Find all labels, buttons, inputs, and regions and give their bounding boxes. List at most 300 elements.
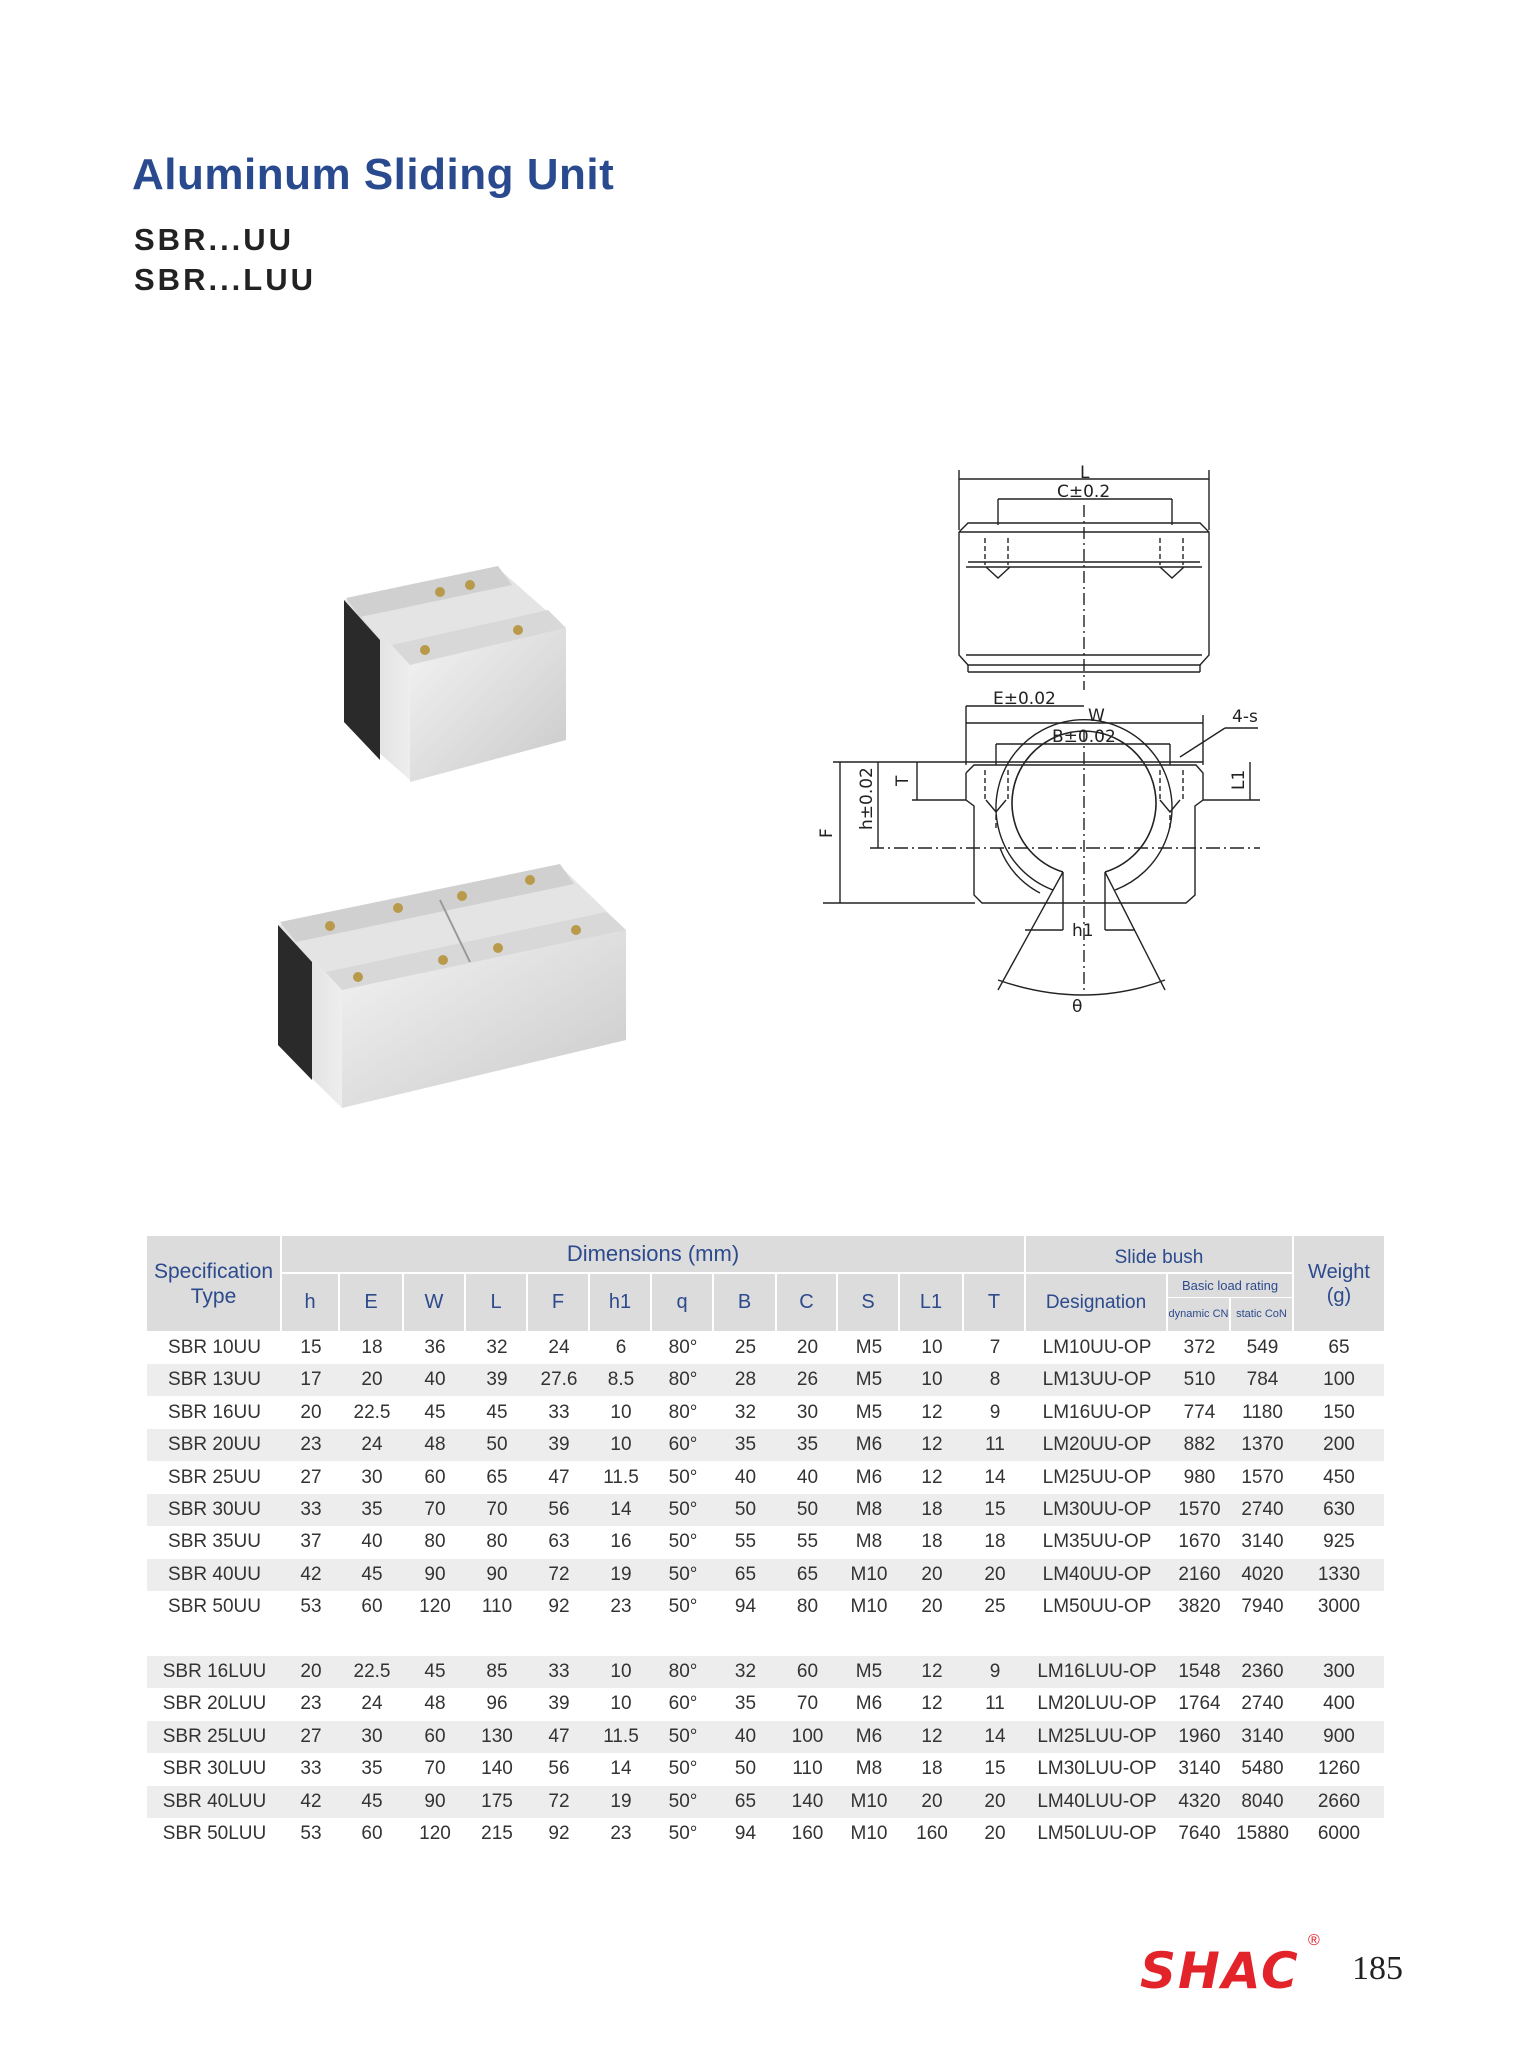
table-cell: 27 xyxy=(300,1725,322,1747)
table-row xyxy=(147,1786,1384,1818)
table-cell: 20 xyxy=(984,1563,1006,1585)
table-cell: 42 xyxy=(300,1563,322,1585)
table-cell: 150 xyxy=(1323,1401,1355,1423)
table-cell: 925 xyxy=(1323,1531,1355,1553)
table-cell: M8 xyxy=(855,1758,883,1780)
table-cell: 94 xyxy=(734,1596,757,1618)
table-cell: 72 xyxy=(548,1790,570,1812)
table-cell: 50° xyxy=(668,1596,698,1618)
table-cell: 20 xyxy=(921,1563,943,1585)
header-slide-bush: Slide bush xyxy=(1026,1236,1294,1274)
table-cell: 175 xyxy=(481,1790,513,1812)
table-cell: M10 xyxy=(850,1563,888,1585)
table-cell: 40 xyxy=(796,1466,819,1488)
table-cell: 11.5 xyxy=(603,1725,639,1747)
table-cell: 15 xyxy=(984,1499,1006,1520)
table-cell: 774 xyxy=(1183,1401,1216,1423)
table-cell: 140 xyxy=(791,1790,824,1812)
table-cell: 15 xyxy=(984,1758,1006,1780)
table-cell: 92 xyxy=(548,1596,570,1618)
table-cell: 20 xyxy=(300,1401,322,1423)
table-cell: 90 xyxy=(424,1563,446,1585)
table-cell: 14 xyxy=(984,1466,1006,1488)
cell-type: SBR 30UU xyxy=(168,1499,261,1520)
table-cell: 45 xyxy=(486,1401,508,1423)
table-cell: 35 xyxy=(361,1499,383,1520)
table-cell: LM25UU-OP xyxy=(1042,1466,1152,1488)
table-cell: M8 xyxy=(855,1531,883,1553)
table-cell: 70 xyxy=(424,1499,446,1520)
label-h: h±0.02 xyxy=(857,767,877,830)
table-cell: 8 xyxy=(989,1369,1001,1391)
table-cell: 50° xyxy=(668,1725,698,1747)
table-cell: 28 xyxy=(734,1369,757,1391)
table-cell: M10 xyxy=(850,1596,888,1618)
table-row xyxy=(147,1429,1384,1461)
table-cell: 27 xyxy=(300,1466,322,1488)
table-cell: 10 xyxy=(921,1369,943,1391)
table-cell: 1670 xyxy=(1178,1531,1221,1553)
table-cell: 3140 xyxy=(1241,1531,1284,1553)
table-cell: 549 xyxy=(1246,1337,1279,1358)
table-cell: 50° xyxy=(668,1499,698,1520)
header-designation: Designation xyxy=(1026,1274,1168,1331)
table-cell: 2740 xyxy=(1241,1499,1284,1520)
table-cell: 80° xyxy=(668,1337,698,1358)
table-cell: 18 xyxy=(921,1499,943,1520)
table-cell: 60° xyxy=(668,1693,698,1715)
table-cell: 1180 xyxy=(1242,1401,1283,1423)
table-cell: 47 xyxy=(548,1466,570,1488)
table-cell: 45 xyxy=(424,1401,446,1423)
table-cell: 100 xyxy=(1323,1369,1355,1391)
table-cell: M6 xyxy=(855,1725,883,1747)
table-cell: 32 xyxy=(734,1401,757,1423)
table-row xyxy=(147,1332,1384,1364)
label-w: W xyxy=(1088,706,1105,726)
table-cell: 1570 xyxy=(1178,1499,1221,1520)
table-cell: 23 xyxy=(610,1596,632,1618)
table-cell: 2160 xyxy=(1178,1563,1221,1585)
table-cell: 50° xyxy=(668,1466,698,1488)
table-cell: 40 xyxy=(424,1369,446,1391)
table-cell: 35 xyxy=(796,1434,819,1456)
table-cell: 80° xyxy=(668,1401,698,1423)
table-cell: 94 xyxy=(734,1823,757,1844)
table-cell: 8040 xyxy=(1241,1790,1284,1812)
table-cell: 10 xyxy=(921,1337,943,1358)
table-cell: 33 xyxy=(300,1499,322,1520)
table-row xyxy=(147,1591,1384,1623)
table-cell: 45 xyxy=(361,1790,383,1812)
table-cell: 72 xyxy=(548,1563,570,1585)
table-cell: 36 xyxy=(424,1337,446,1358)
table-cell: LM10UU-OP xyxy=(1042,1337,1152,1358)
table-cell: 14 xyxy=(610,1758,632,1780)
table-cell: 50° xyxy=(668,1758,698,1780)
table-cell: 200 xyxy=(1323,1434,1355,1456)
label-h1: h1 xyxy=(1072,921,1094,941)
table-cell: 18 xyxy=(921,1758,943,1780)
header-col-c: C xyxy=(777,1274,838,1331)
table-cell: 47 xyxy=(548,1725,570,1747)
table-cell: M10 xyxy=(850,1823,888,1844)
page-number: 185 xyxy=(1352,1950,1403,1987)
cell-type: SBR 25LUU xyxy=(162,1725,267,1747)
table-row xyxy=(147,1364,1384,1396)
shac-logo: SHAC xyxy=(1140,1942,1300,2000)
table-cell: 15 xyxy=(300,1337,322,1358)
table-cell: 24 xyxy=(548,1337,570,1358)
table-cell: 85 xyxy=(486,1661,508,1682)
table-cell: M6 xyxy=(855,1434,883,1456)
table-cell: 120 xyxy=(419,1823,451,1844)
table-cell: 55 xyxy=(796,1531,819,1553)
header-spec-type: Specification Type xyxy=(147,1236,282,1331)
cell-type: SBR 20LUU xyxy=(162,1693,267,1715)
cell-type: SBR 40UU xyxy=(168,1563,261,1585)
table-cell: 1960 xyxy=(1178,1725,1221,1747)
table-cell: 12 xyxy=(921,1401,943,1423)
table-cell: M8 xyxy=(855,1499,883,1520)
table-cell: 50° xyxy=(668,1563,698,1585)
table-cell: 400 xyxy=(1323,1693,1355,1715)
table-cell: 20 xyxy=(984,1790,1006,1812)
table-cell: M6 xyxy=(855,1693,883,1715)
table-cell: 3140 xyxy=(1178,1758,1221,1780)
table-cell: 60 xyxy=(424,1725,446,1747)
label-4s: 4-s xyxy=(1232,707,1258,727)
table-cell: 23 xyxy=(300,1693,322,1715)
table-cell: 65 xyxy=(734,1563,757,1585)
table-cell: 56 xyxy=(548,1758,570,1780)
table-cell: 110 xyxy=(792,1758,823,1780)
table-cell: 10 xyxy=(610,1401,632,1423)
table-cell: 40 xyxy=(361,1531,383,1553)
table-cell: 12 xyxy=(921,1466,943,1488)
table-cell: 372 xyxy=(1183,1337,1216,1358)
table-cell: 30 xyxy=(361,1725,383,1747)
table-cell: 60 xyxy=(796,1661,819,1682)
table-cell: 50 xyxy=(734,1758,757,1780)
table-cell: 3820 xyxy=(1178,1596,1221,1618)
page-title: Aluminum Sliding Unit xyxy=(132,150,615,199)
table-row xyxy=(147,1753,1384,1785)
table-cell: 65 xyxy=(486,1466,508,1488)
table-cell: 60 xyxy=(361,1823,383,1844)
label-l1: L1 xyxy=(1229,769,1249,790)
table-cell: 50° xyxy=(668,1531,698,1553)
table-cell: 33 xyxy=(548,1661,570,1682)
table-cell: 60° xyxy=(668,1434,698,1456)
table-cell: 10 xyxy=(610,1661,632,1682)
header-col-e: E xyxy=(340,1274,404,1331)
table-cell: 48 xyxy=(424,1434,446,1456)
table-cell: 32 xyxy=(734,1661,757,1682)
table-cell: 19 xyxy=(610,1563,632,1585)
table-cell: 70 xyxy=(796,1693,819,1715)
table-cell: 12 xyxy=(921,1661,943,1682)
header-basic-load: Basic load rating xyxy=(1168,1274,1294,1298)
table-cell: 4320 xyxy=(1178,1790,1221,1812)
table-cell: 25 xyxy=(984,1596,1006,1618)
cell-type: SBR 20UU xyxy=(168,1434,261,1456)
table-cell: 63 xyxy=(548,1531,570,1553)
table-cell: 23 xyxy=(300,1434,322,1456)
table-cell: 11.5 xyxy=(603,1466,639,1488)
table-cell: 300 xyxy=(1323,1661,1355,1682)
table-cell: 65 xyxy=(734,1790,757,1812)
table-cell: 37 xyxy=(300,1531,322,1553)
label-c: C±0.2 xyxy=(1057,482,1111,502)
table-cell: 3000 xyxy=(1317,1596,1361,1618)
table-cell: 50 xyxy=(486,1434,508,1456)
cell-type: SBR 50UU xyxy=(168,1596,261,1618)
label-f: F xyxy=(817,828,837,838)
table-cell: LM40UU-OP xyxy=(1042,1563,1152,1585)
table-cell: 56 xyxy=(548,1499,570,1520)
header-col-l: L xyxy=(466,1274,528,1331)
header-col-f: F xyxy=(528,1274,590,1331)
cell-type: SBR 16LUU xyxy=(162,1661,267,1682)
photo-sbr-luu-unit xyxy=(278,864,626,1108)
table-cell: 24 xyxy=(361,1693,383,1715)
table-cell: 60 xyxy=(424,1466,446,1488)
table-cell: LM30UU-OP xyxy=(1042,1499,1152,1520)
table-cell: 32 xyxy=(486,1337,508,1358)
table-cell: 26 xyxy=(796,1369,819,1391)
table-cell: 33 xyxy=(300,1758,322,1780)
table-cell: 2660 xyxy=(1317,1790,1361,1812)
table-cell: LM16UU-OP xyxy=(1042,1401,1152,1423)
table-cell: 24 xyxy=(361,1434,383,1456)
table-cell: 1260 xyxy=(1317,1758,1361,1780)
table-cell: 60 xyxy=(361,1596,383,1618)
table-cell: 10 xyxy=(610,1434,632,1456)
header-col-t: T xyxy=(964,1274,1026,1331)
table-cell: 882 xyxy=(1183,1434,1216,1456)
table-cell: 80 xyxy=(486,1531,508,1553)
table-cell: 7640 xyxy=(1178,1823,1221,1844)
label-e: E±0.02 xyxy=(993,689,1056,709)
table-row xyxy=(147,1462,1384,1494)
table-cell: 120 xyxy=(419,1596,451,1618)
cell-type: SBR 13UU xyxy=(168,1369,261,1391)
table-cell: 90 xyxy=(424,1790,446,1812)
table-cell: 17 xyxy=(300,1369,322,1391)
table-cell: 2740 xyxy=(1241,1693,1284,1715)
table-row xyxy=(147,1721,1384,1753)
table-cell: LM20UU-OP xyxy=(1042,1434,1152,1456)
table-cell: LM20LUU-OP xyxy=(1037,1693,1157,1715)
table-cell: 9 xyxy=(989,1401,1001,1423)
cell-type: SBR 16UU xyxy=(168,1401,261,1423)
table-cell: 20 xyxy=(300,1661,322,1682)
table-cell: LM16LUU-OP xyxy=(1037,1661,1157,1682)
table-cell: 12 xyxy=(921,1434,943,1456)
table-cell: 65 xyxy=(796,1563,819,1585)
table-cell: 23 xyxy=(610,1823,632,1844)
label-l: L xyxy=(1080,463,1090,483)
table-cell: 450 xyxy=(1323,1466,1355,1488)
table-cell: 22.5 xyxy=(353,1401,391,1423)
header-col-h1: h1 xyxy=(590,1274,652,1331)
table-cell: 35 xyxy=(361,1758,383,1780)
table-cell: 20 xyxy=(984,1823,1006,1844)
label-b: B±0.02 xyxy=(1052,727,1116,747)
table-cell: LM40LUU-OP xyxy=(1037,1790,1157,1812)
table-cell: 40 xyxy=(734,1466,757,1488)
table-cell: 140 xyxy=(481,1758,513,1780)
table-cell: 3140 xyxy=(1241,1725,1284,1747)
table-cell: 110 xyxy=(481,1596,513,1618)
table-cell: M5 xyxy=(855,1401,883,1423)
table-cell: 980 xyxy=(1183,1466,1216,1488)
header-col-w: W xyxy=(404,1274,466,1331)
table-cell: 39 xyxy=(548,1693,570,1715)
header-col-l1: L1 xyxy=(900,1274,964,1331)
table-cell: 22.5 xyxy=(353,1661,391,1682)
table-cell: 215 xyxy=(481,1823,513,1844)
table-cell: 6000 xyxy=(1317,1823,1361,1844)
table-cell: 1370 xyxy=(1241,1434,1284,1456)
table-cell: 6 xyxy=(615,1337,627,1358)
table-cell: M5 xyxy=(855,1661,883,1682)
cell-type: SBR 30LUU xyxy=(162,1758,267,1780)
table-cell: 70 xyxy=(424,1758,446,1780)
table-cell: LM50LUU-OP xyxy=(1037,1823,1157,1844)
table-cell: 48 xyxy=(424,1693,446,1715)
label-theta: θ xyxy=(1072,997,1083,1017)
label-t: T xyxy=(893,775,913,786)
table-cell: 16 xyxy=(610,1531,632,1553)
table-cell: 15880 xyxy=(1236,1823,1289,1844)
table-row xyxy=(147,1818,1384,1850)
registered-mark: ® xyxy=(1308,1932,1320,1949)
table-cell: 1764 xyxy=(1178,1693,1221,1715)
table-cell: 1548 xyxy=(1178,1661,1221,1682)
table-cell: 90 xyxy=(486,1563,508,1585)
table-cell: LM13UU-OP xyxy=(1042,1369,1152,1391)
table-cell: 35 xyxy=(734,1693,757,1715)
table-cell: 12 xyxy=(921,1693,943,1715)
header-col-b: B xyxy=(714,1274,777,1331)
table-cell: 2360 xyxy=(1241,1661,1284,1682)
table-cell: 12 xyxy=(921,1725,943,1747)
table-cell: 50 xyxy=(734,1499,757,1520)
table-cell: M5 xyxy=(855,1337,883,1358)
table-row xyxy=(147,1494,1384,1526)
table-cell: 92 xyxy=(548,1823,570,1844)
technical-drawing xyxy=(823,470,1260,995)
table-cell: 50° xyxy=(668,1790,698,1812)
table-cell: 10 xyxy=(610,1693,632,1715)
table-cell: 25 xyxy=(734,1337,757,1358)
table-cell: 45 xyxy=(361,1563,383,1585)
table-cell: 30 xyxy=(361,1466,383,1488)
table-cell: 19 xyxy=(610,1790,632,1812)
table-cell: 510 xyxy=(1183,1369,1216,1391)
table-cell: M5 xyxy=(855,1369,883,1391)
table-cell: 14 xyxy=(984,1725,1006,1747)
subtitle-luu: SBR...LUU xyxy=(134,262,316,297)
table-cell: 18 xyxy=(984,1531,1006,1553)
table-cell: M10 xyxy=(850,1790,888,1812)
table-cell: 11 xyxy=(985,1693,1005,1715)
table-cell: 160 xyxy=(791,1823,824,1844)
table-cell: 40 xyxy=(734,1725,757,1747)
table-cell: 80 xyxy=(424,1531,446,1553)
table-cell: 1330 xyxy=(1317,1563,1361,1585)
table-cell: 20 xyxy=(796,1337,819,1358)
table-cell: 7940 xyxy=(1241,1596,1284,1618)
subtitle-uu: SBR...UU xyxy=(134,222,295,257)
table-row xyxy=(147,1559,1384,1591)
table-cell: 50 xyxy=(796,1499,819,1520)
photo-sbr-uu-unit xyxy=(344,566,566,782)
table-cell: 20 xyxy=(361,1369,383,1391)
table-cell: 630 xyxy=(1323,1499,1355,1520)
table-cell: 160 xyxy=(916,1823,948,1844)
table-cell: 18 xyxy=(361,1337,383,1358)
table-cell: 4020 xyxy=(1241,1563,1284,1585)
table-cell: 100 xyxy=(791,1725,824,1747)
table-row xyxy=(147,1526,1384,1558)
table-cell: 14 xyxy=(610,1499,632,1520)
table-cell: LM25LUU-OP xyxy=(1037,1725,1157,1747)
table-cell: M6 xyxy=(855,1466,883,1488)
table-cell: 45 xyxy=(424,1661,446,1682)
cell-type: SBR 10UU xyxy=(168,1337,261,1358)
table-cell: 80° xyxy=(668,1661,698,1682)
table-cell: 39 xyxy=(486,1369,508,1391)
table-cell: 96 xyxy=(486,1693,508,1715)
table-cell: 65 xyxy=(1328,1337,1350,1358)
table-cell: 784 xyxy=(1246,1369,1279,1391)
cell-type: SBR 40LUU xyxy=(162,1790,267,1812)
header-static: static CoN xyxy=(1231,1298,1294,1331)
cell-type: SBR 25UU xyxy=(168,1466,261,1488)
table-cell: 7 xyxy=(989,1337,1001,1358)
table-cell: 18 xyxy=(921,1531,943,1553)
table-cell: 1570 xyxy=(1241,1466,1284,1488)
table-cell: 9 xyxy=(989,1661,1001,1682)
table-cell: LM30LUU-OP xyxy=(1037,1758,1157,1780)
table-cell: 20 xyxy=(921,1596,943,1618)
table-cell: 80° xyxy=(668,1369,698,1391)
table-row xyxy=(147,1397,1384,1429)
table-cell: 55 xyxy=(734,1531,757,1553)
table-cell: 39 xyxy=(548,1434,570,1456)
table-cell: 80 xyxy=(796,1596,819,1618)
table-cell: 5480 xyxy=(1241,1758,1284,1780)
table-cell: 30 xyxy=(796,1401,819,1423)
header-dynamic: dynamic CN xyxy=(1168,1298,1231,1331)
table-cell: 11 xyxy=(985,1434,1005,1456)
table-cell: 53 xyxy=(300,1596,322,1618)
header-col-h: h xyxy=(282,1274,340,1331)
table-cell: LM35UU-OP xyxy=(1042,1531,1152,1553)
cell-type: SBR 35UU xyxy=(168,1531,261,1553)
table-cell: 50° xyxy=(668,1823,698,1844)
header-weight: Weight (g) xyxy=(1294,1236,1384,1331)
table-cell: 900 xyxy=(1323,1725,1355,1747)
table-cell: 20 xyxy=(921,1790,943,1812)
table-row xyxy=(147,1688,1384,1720)
cell-type: SBR 50LUU xyxy=(162,1823,267,1844)
header-dimensions: Dimensions (mm) xyxy=(282,1236,1026,1274)
table-row xyxy=(147,1656,1384,1688)
